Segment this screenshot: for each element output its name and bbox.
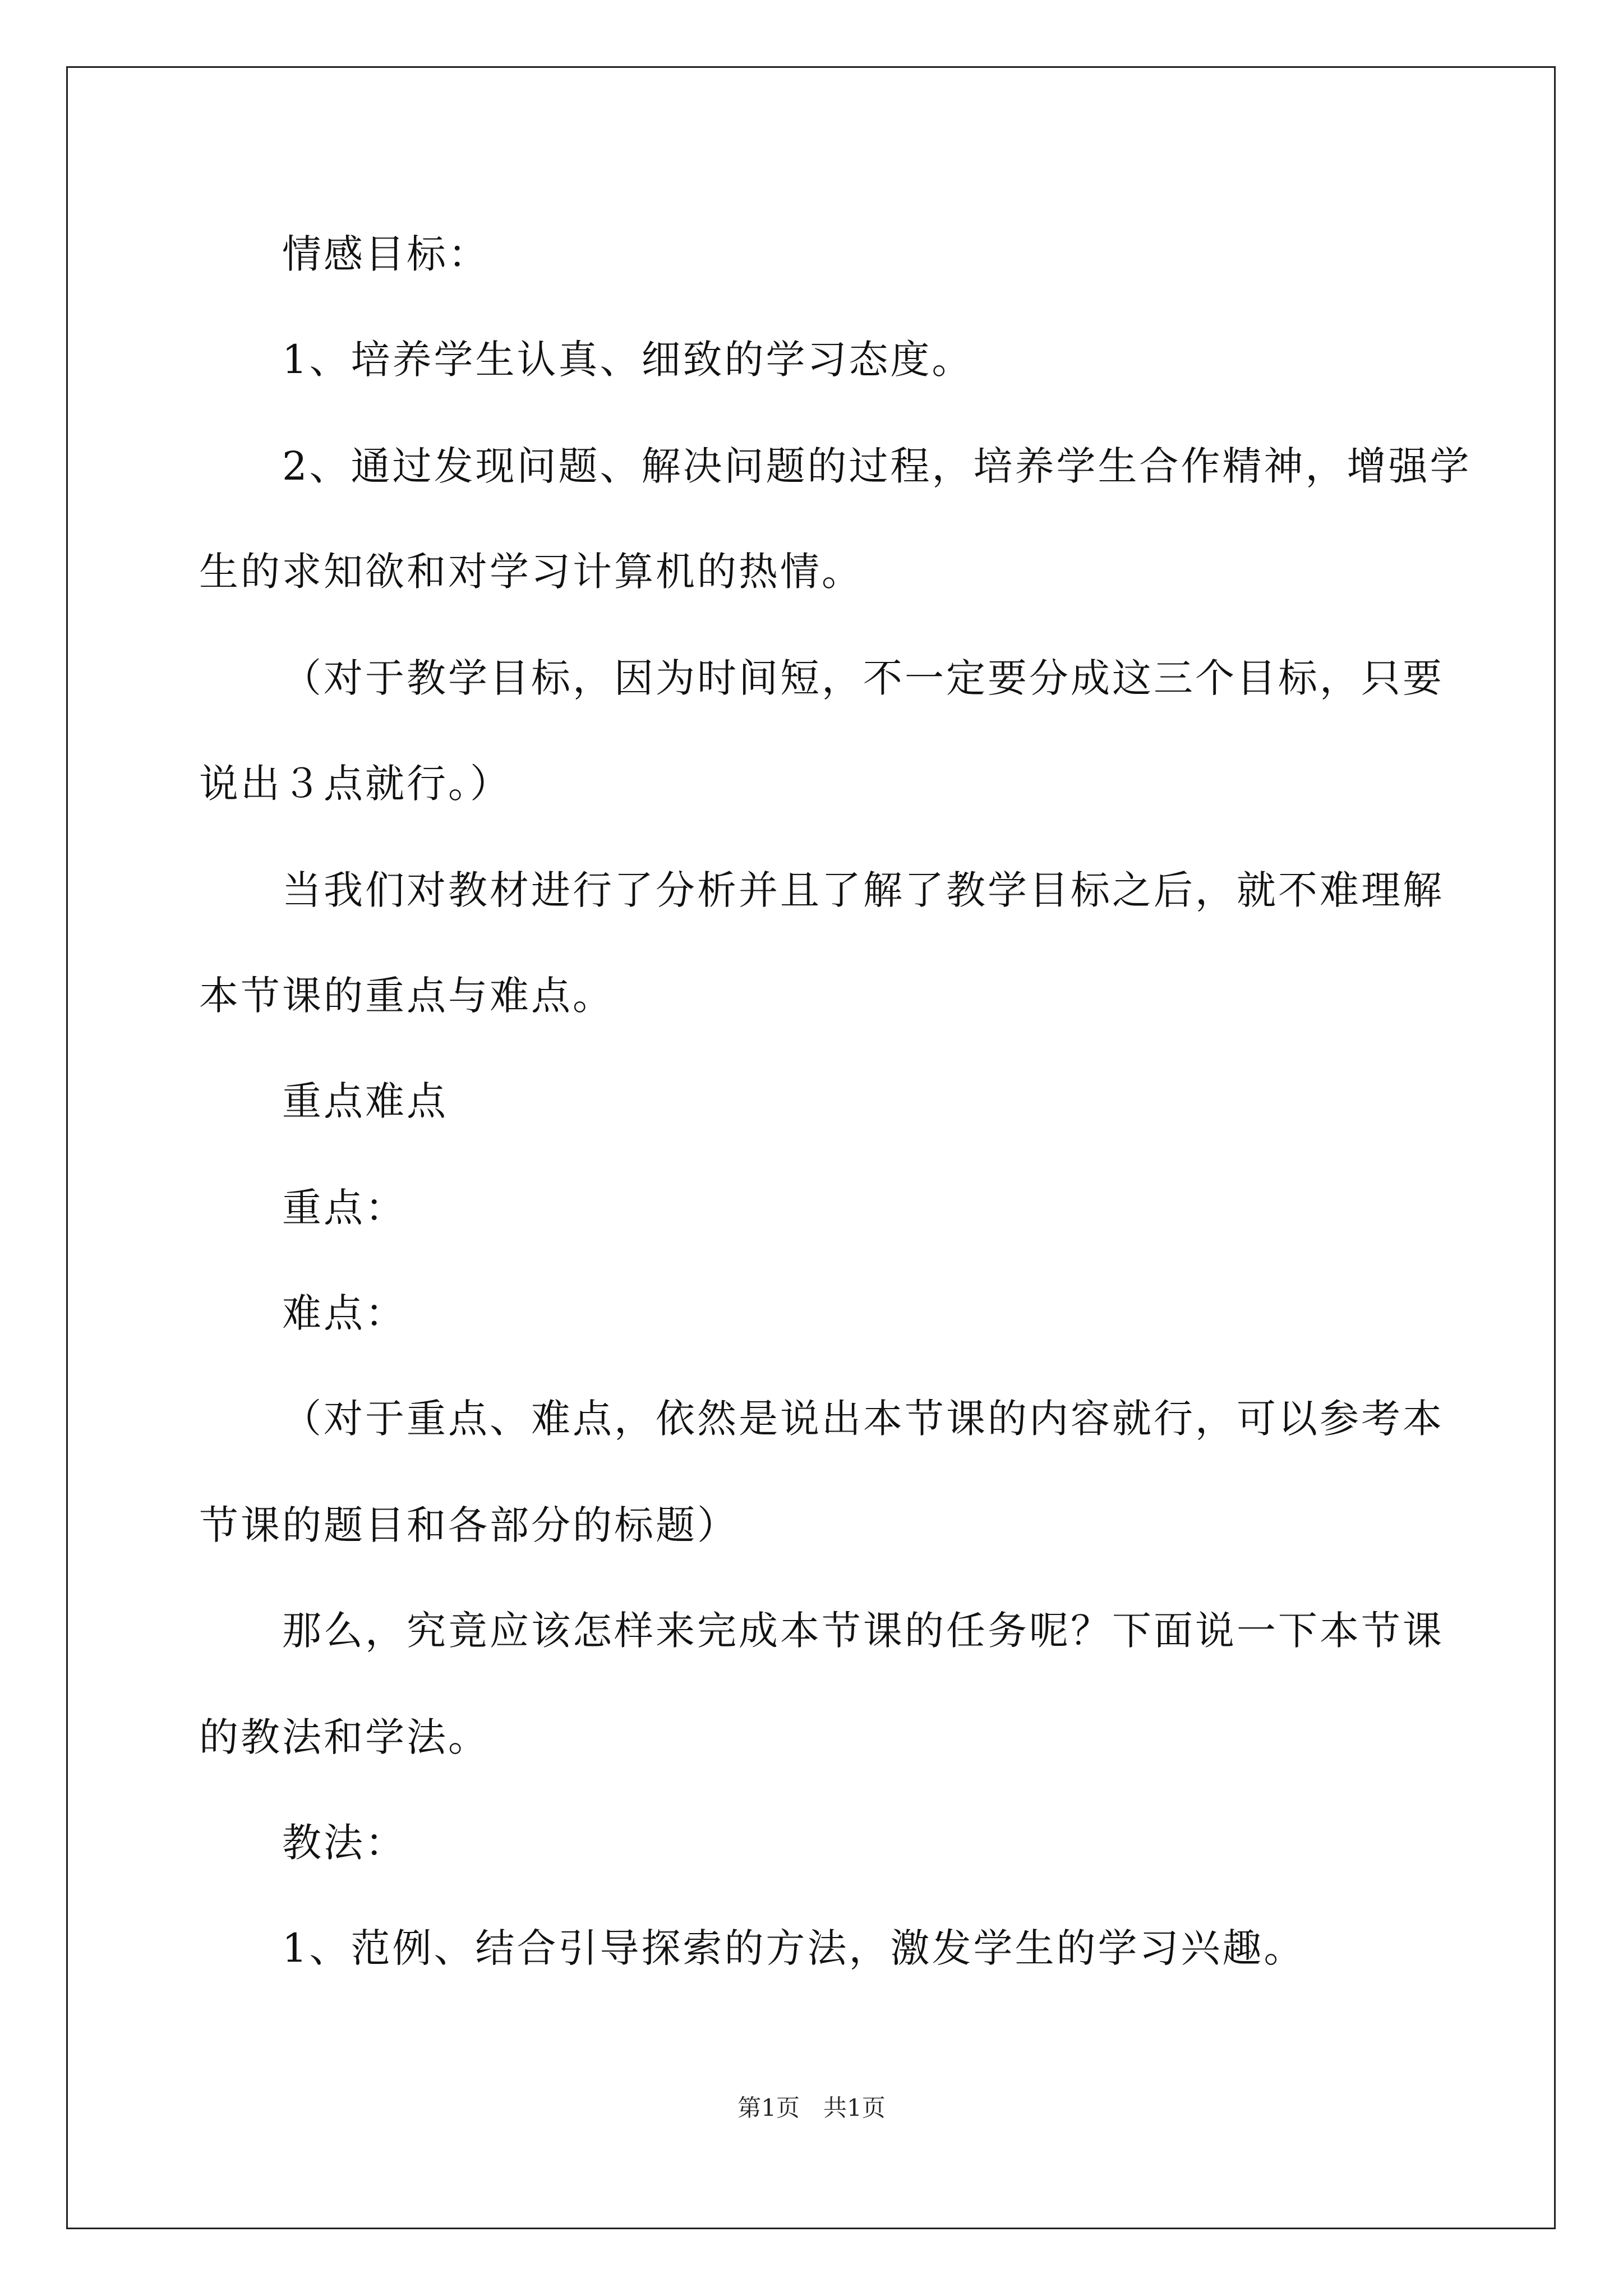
paragraph-line: 那么，究竟应该怎样来完成本节课的任务呢？下面说一下本节课: [282, 1608, 1444, 1654]
paragraph-line: （对于重点、难点，依然是说出本节课的内容就行，可以参考本: [282, 1396, 1444, 1442]
paragraph-line: 节课的题目和各部分的标题）: [199, 1502, 739, 1548]
paragraph-line: 情感目标：: [282, 231, 490, 277]
section-heading: 重点难点: [282, 1078, 448, 1124]
paragraph-line: 1、培养学生认真、细致的学习态度。: [282, 337, 974, 383]
page-number-footer: 第1页 共1页: [737, 2094, 886, 2122]
paragraph-line: 当我们对教材进行了分析并且了解了教学目标之后，就不难理解: [282, 867, 1444, 913]
paragraph-line: 本节课的重点与难点。: [199, 973, 614, 1019]
paragraph-line: 1、范例、结合引导探索的方法，激发学生的学习兴趣。: [282, 1925, 1306, 1971]
paragraph-line: 说出３点就行。）: [199, 761, 511, 807]
paragraph-line: 教法：: [282, 1820, 407, 1866]
paragraph-line: 生的求知欲和对学习计算机的热情。: [199, 549, 863, 595]
paragraph-line: （对于教学目标，因为时间短，不一定要分成这三个目标，只要: [282, 655, 1444, 701]
page-border: [66, 66, 1556, 2229]
paragraph-line: 重点：: [282, 1185, 407, 1231]
paragraph-line: 难点：: [282, 1290, 407, 1336]
paragraph-line: 2、通过发现问题、解决问题的过程，培养学生合作精神，增强学: [282, 443, 1472, 489]
paragraph-line: 的教法和学法。: [199, 1714, 490, 1760]
